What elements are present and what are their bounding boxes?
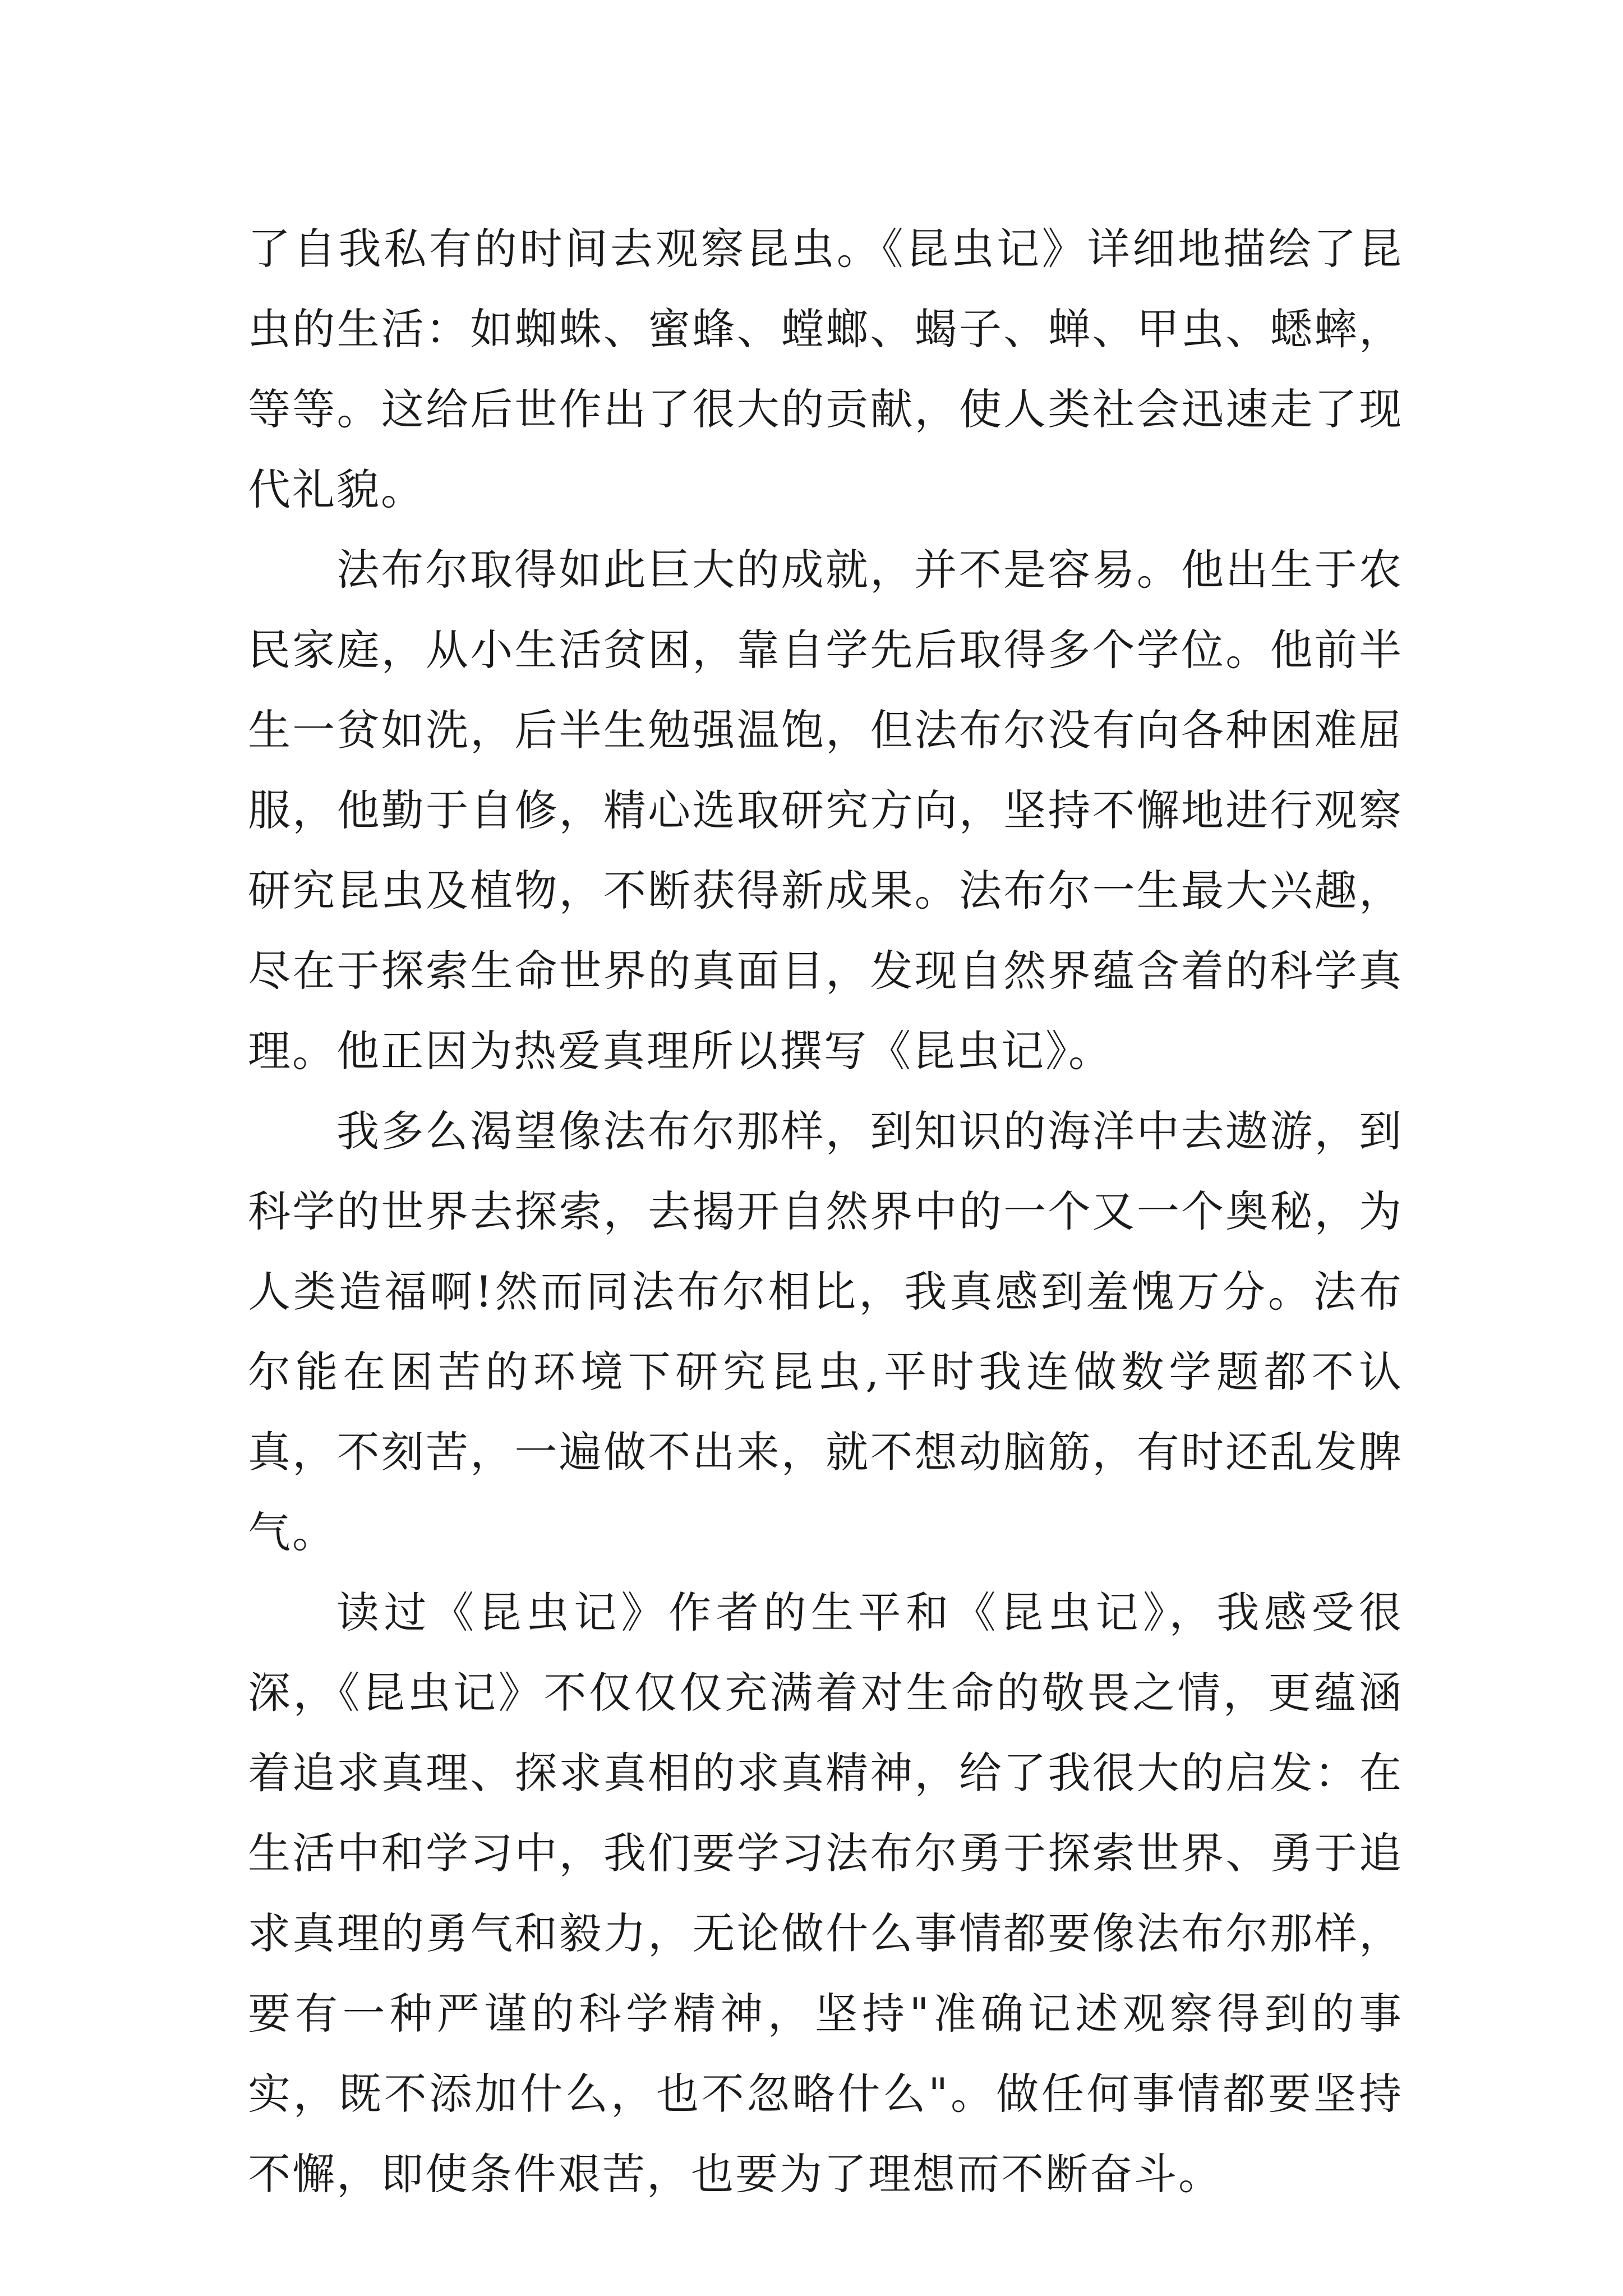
paragraph-1: 了自我私有的时间去观察昆虫。《昆虫记》详细地描绘了昆虫的生活：如蜘蛛、蜜蜂、螳螂、蝎子、蝉、甲虫、蟋蟀，等等。这给后世作出了很大的贡献，使人类社会迅速走了现代礼貌。 xyxy=(248,224,1403,514)
paragraph-3: 我多么渴望像法布尔那样，到知识的海洋中去遨游，到科学的世界去探索，去揭开自然界中的一个又一个奥秘，为人类造福啊!然而同法布尔相比，我真感到羞愧万分。法布尔能在困苦的环境下研究昆虫,平时我连做数学题都不认真，不刻苦，一遍做不出来，就不想动脑筋，有时还乱发脾气。 xyxy=(248,1106,1403,1557)
essay-body xyxy=(248,209,1403,2214)
paragraph-2: 法布尔取得如此巨大的成就，并不是容易。他出生于农民家庭，从小生活贫困，靠自学先后取得多个学位。他前半生一贫如洗，后半生勉强温饱，但法布尔没有向各种困难屈服，他勤于自修，精心选取研究方向，坚持不懈地进行观察研究昆虫及植物，不断获得新成果。法布尔一生最大兴趣，尽在于探索生命世界的真面目，发现自然界蕴含着的科学真理。他正因为热爱真理所以撰写《昆虫记》。 xyxy=(248,545,1403,1076)
paragraph-4: 读过《昆虫记》作者的生平和《昆虫记》，我感受很深，《昆虫记》不仅仅仅充满着对生命的敬畏之情，更蕴涵着追求真理、探求真相的求真精神，给了我很大的启发：在生活中和学习中，我们要学习法布尔勇于探索世界、勇于追求真理的勇气和毅力，无论做什么事情都要像法布尔那样，要有一种严谨的科学精神，坚持"准确记述观察得到的事实，既不添加什么，也不忽略什么"。做任何事情都要坚持不懈，即使条件艰苦，也要为了理想而不断奋斗。 xyxy=(248,1588,1403,2199)
